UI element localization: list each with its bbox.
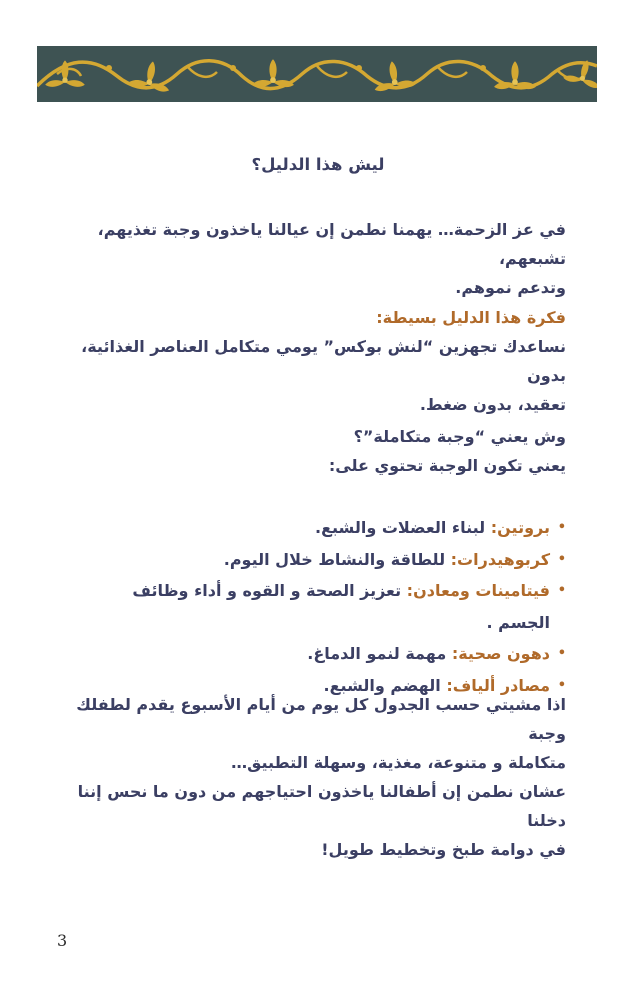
closing-line: عشان نطمن إن أطفالنا ياخذون احتياجهم من دون ما نحس إننا دخلنا — [77, 782, 566, 830]
idea-line: نساعدك تجهزين “لنش بوكس” يومي متكامل العناصر الغذائية، بدون — [81, 337, 566, 385]
closing-line: متكاملة و متنوعة، مغذية، وسهلة التطبيق… — [231, 753, 566, 772]
nutrient-description: الهضم والشبع. — [323, 675, 441, 695]
nutrient-list — [86, 512, 566, 701]
intro-line: في عز الزحمة… يهمنا نطمن إن عيالنا ياخذون وجبة تغذيهم، تشبعهم، — [97, 220, 566, 268]
idea-line: تعقيد، بدون ضغط. — [419, 395, 566, 414]
intro-paragraph — [70, 215, 566, 302]
nutrient-description: تعزيز الصحة و القوه و أداء وظائف الجسم . — [132, 581, 550, 632]
meal-question: وش يعني “وجبة متكاملة”؟ — [353, 427, 566, 446]
meal-answer: يعني تكون الوجبة تحتوي على: — [328, 456, 566, 475]
nutrient-description: لبناء العضلات والشبع. — [315, 518, 486, 537]
list-item — [86, 638, 566, 670]
nutrient-description: مهمة لنمو الدماغ. — [307, 644, 447, 663]
closing-paragraph — [70, 690, 566, 864]
page-number: 3 — [57, 931, 68, 950]
intro-line: وتدعم نموهم. — [455, 278, 566, 297]
nutrient-term: مصادر ألياف: — [446, 675, 550, 695]
idea-heading: فكرة هذا الدليل بسيطة: — [376, 308, 566, 327]
nutrient-term: كربوهيدرات: — [450, 549, 550, 569]
list-item — [86, 575, 566, 638]
closing-line: اذا مشيتي حسب الجدول كل يوم من أيام الأسبوع يقدم لطفلك وجبة — [76, 695, 566, 743]
idea-section — [70, 303, 566, 419]
nutrient-term: بروتين: — [490, 518, 550, 537]
list-item — [86, 544, 566, 576]
nutrient-term: فيتامينات ومعادن: — [406, 581, 550, 600]
meal-definition — [70, 422, 566, 480]
page-content — [70, 0, 566, 1000]
nutrient-description: للطاقة والنشاط خلال اليوم. — [223, 549, 446, 569]
nutrient-term: دهون صحية: — [451, 644, 550, 663]
page-title: ليش هذا الدليل؟ — [251, 155, 385, 174]
list-item — [86, 512, 566, 544]
closing-line: في دوامة طبخ وتخطيط طويل! — [321, 840, 566, 859]
